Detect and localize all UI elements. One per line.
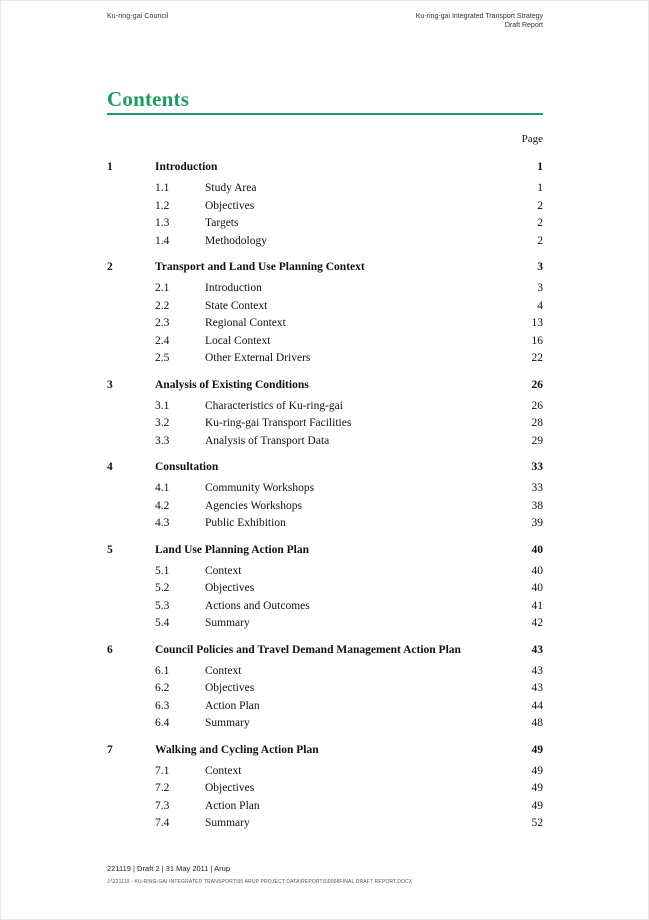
toc-section [107,644,543,735]
subsection-title: Introduction [205,282,262,294]
subsection-page-number: 40 [531,582,543,594]
toc-subsection-row [107,665,543,683]
chapter-title: Consultation [155,461,219,473]
footer-document-info: 221119 | Draft 2 | 31 May 2011 | Arup [107,864,231,873]
toc [107,161,543,835]
toc-chapter-row [107,461,543,482]
toc-subsection-row [107,600,543,618]
subsection-number: 1.4 [155,234,170,247]
subsection-number: 6.3 [155,699,170,712]
subsection-title: Local Context [205,334,271,347]
subsection-title: Objectives [205,782,255,794]
chapter-number: 2 [107,261,113,273]
subsection-number: 2.5 [155,352,170,364]
subsection-number: 7.2 [155,782,170,794]
toc-subsection-row [107,782,543,800]
toc-subsection-row [107,417,543,435]
toc-subsection-row [107,617,543,635]
toc-subsection-row [107,435,543,453]
subsection-number: 5.2 [155,582,170,594]
toc-chapter-row [107,644,543,665]
subsection-number: 7.3 [155,799,170,812]
subsection-page-number: 13 [531,317,543,329]
subsection-page-number: 26 [531,399,543,412]
subsection-page-number: 44 [531,699,543,712]
subsection-title: Targets [205,217,239,229]
subsection-number: 5.3 [155,599,170,612]
toc-subsection-row [107,565,543,583]
subsection-page-number: 2 [537,217,543,229]
chapter-number: 6 [107,643,113,656]
toc-subsection-row [107,800,543,818]
toc-section [107,544,543,635]
toc-subsection-row [107,817,543,835]
subsection-page-number: 41 [531,599,543,612]
subsection-title: Summary [205,817,250,829]
chapter-page-number: 49 [531,743,543,756]
chapter-title: Council Policies and Travel Demand Management Action Plan [155,643,461,656]
subsection-title: Analysis of Transport Data [205,434,330,447]
subsection-title: Objectives [205,199,255,212]
subsection-title: Context [205,664,242,677]
toc-subsection-row [107,317,543,335]
subsection-page-number: 4 [537,299,543,312]
contents-title: Contents [107,87,190,111]
subsection-page-number: 43 [531,682,543,694]
subsection-number: 3.3 [155,434,170,447]
subsection-page-number: 29 [531,434,543,447]
toc-subsection-row [107,300,543,318]
subsection-number: 5.1 [155,564,170,577]
title-underline-rule [107,113,543,115]
chapter-number: 4 [107,461,113,473]
toc-subsection-row [107,400,543,418]
subsection-number: 4.1 [155,482,170,494]
subsection-title: Action Plan [205,799,260,812]
header-report-title-line1: Ku-ring-gai Integrated Transport Strategy [415,13,543,20]
subsection-number: 7.1 [155,764,170,777]
subsection-title: Context [205,764,242,777]
header-company: Ku-ring-gai Council [107,13,169,20]
subsection-title: Summary [205,717,250,729]
subsection-title: Characteristics of Ku-ring-gai [205,399,343,412]
toc-subsection-row [107,482,543,500]
subsection-number: 6.4 [155,717,170,729]
toc-section [107,161,543,252]
chapter-page-number: 1 [537,161,543,173]
toc-subsection-row [107,182,543,200]
footer-file-path: J:\221119 - KU-RING-GAI INTEGRATED TRANSPORT\05 ARUP PROJECT DATA\REPORTS\0008FINAL DRAFT REPORT.DOCX [107,879,413,885]
subsection-title: Agencies Workshops [205,499,302,512]
subsection-title: Actions and Outcomes [205,599,310,612]
subsection-title: State Context [205,299,268,312]
toc-chapter-row [107,261,543,282]
subsection-page-number: 16 [531,334,543,347]
toc-subsection-row [107,765,543,783]
subsection-number: 2.1 [155,282,170,294]
chapter-number: 3 [107,378,113,391]
toc-chapter-row [107,379,543,400]
toc-subsection-row [107,517,543,535]
subsection-title: Other External Drivers [205,352,311,364]
subsection-page-number: 3 [537,282,543,294]
subsection-number: 6.2 [155,682,170,694]
toc-section [107,261,543,370]
subsection-page-number: 52 [531,817,543,829]
subsection-page-number: 49 [531,799,543,812]
toc-section [107,744,543,835]
subsection-page-number: 22 [531,352,543,364]
subsection-page-number: 38 [531,499,543,512]
chapter-number: 7 [107,743,113,756]
subsection-page-number: 40 [531,564,543,577]
subsection-page-number: 2 [537,234,543,247]
chapter-page-number: 33 [531,461,543,473]
subsection-page-number: 49 [531,782,543,794]
subsection-number: 7.4 [155,817,170,829]
chapter-title: Analysis of Existing Conditions [155,378,309,391]
subsection-title: Summary [205,617,250,629]
subsection-number: 3.2 [155,417,170,429]
subsection-number: 2.2 [155,299,170,312]
header-report-title-line2: Draft Report [504,21,543,29]
toc-chapter-row [107,544,543,565]
chapter-title: Walking and Cycling Action Plan [155,743,319,756]
toc-subsection-row [107,700,543,718]
toc-subsection-row [107,235,543,253]
chapter-page-number: 26 [531,378,543,391]
chapter-page-number: 3 [537,261,543,273]
subsection-page-number: 33 [531,482,543,494]
chapter-number: 5 [107,543,113,556]
subsection-page-number: 43 [531,664,543,677]
subsection-number: 1.2 [155,199,170,212]
subsection-number: 1.3 [155,217,170,229]
subsection-number: 4.2 [155,499,170,512]
subsection-title: Methodology [205,234,267,247]
subsection-page-number: 48 [531,717,543,729]
chapter-number: 1 [107,161,113,173]
subsection-title: Action Plan [205,699,260,712]
subsection-number: 2.3 [155,317,170,329]
subsection-number: 1.1 [155,182,170,194]
subsection-page-number: 49 [531,764,543,777]
toc-section [107,461,543,535]
chapter-title: Land Use Planning Action Plan [155,543,310,556]
chapter-page-number: 43 [531,643,543,656]
subsection-title: Regional Context [205,317,286,329]
chapter-page-number: 40 [531,543,543,556]
subsection-page-number: 2 [537,199,543,212]
subsection-page-number: 39 [531,517,543,529]
subsection-number: 3.1 [155,399,170,412]
toc-subsection-row [107,500,543,518]
chapter-title: Transport and Land Use Planning Context [155,261,365,273]
toc-subsection-row [107,282,543,300]
subsection-number: 5.4 [155,617,170,629]
subsection-title: Public Exhibition [205,517,286,529]
subsection-title: Objectives [205,682,255,694]
subsection-page-number: 42 [531,617,543,629]
subsection-title: Study Area [205,182,257,194]
page-column-label: Page [521,133,543,145]
subsection-number: 2.4 [155,334,170,347]
toc-chapter-row [107,161,543,182]
subsection-title: Objectives [205,582,255,594]
toc-chapter-row [107,744,543,765]
toc-subsection-row [107,582,543,600]
toc-section [107,379,543,453]
subsection-page-number: 28 [531,417,543,429]
toc-subsection-row [107,682,543,700]
toc-subsection-row [107,217,543,235]
toc-subsection-row [107,717,543,735]
subsection-title: Ku-ring-gai Transport Facilities [205,417,352,429]
subsection-title: Community Workshops [205,482,315,494]
header-report-title [416,13,543,30]
subsection-page-number: 1 [537,182,543,194]
subsection-number: 6.1 [155,664,170,677]
chapter-title: Introduction [155,161,218,173]
toc-subsection-row [107,200,543,218]
subsection-number: 4.3 [155,517,170,529]
subsection-title: Context [205,564,242,577]
toc-subsection-row [107,335,543,353]
toc-subsection-row [107,352,543,370]
